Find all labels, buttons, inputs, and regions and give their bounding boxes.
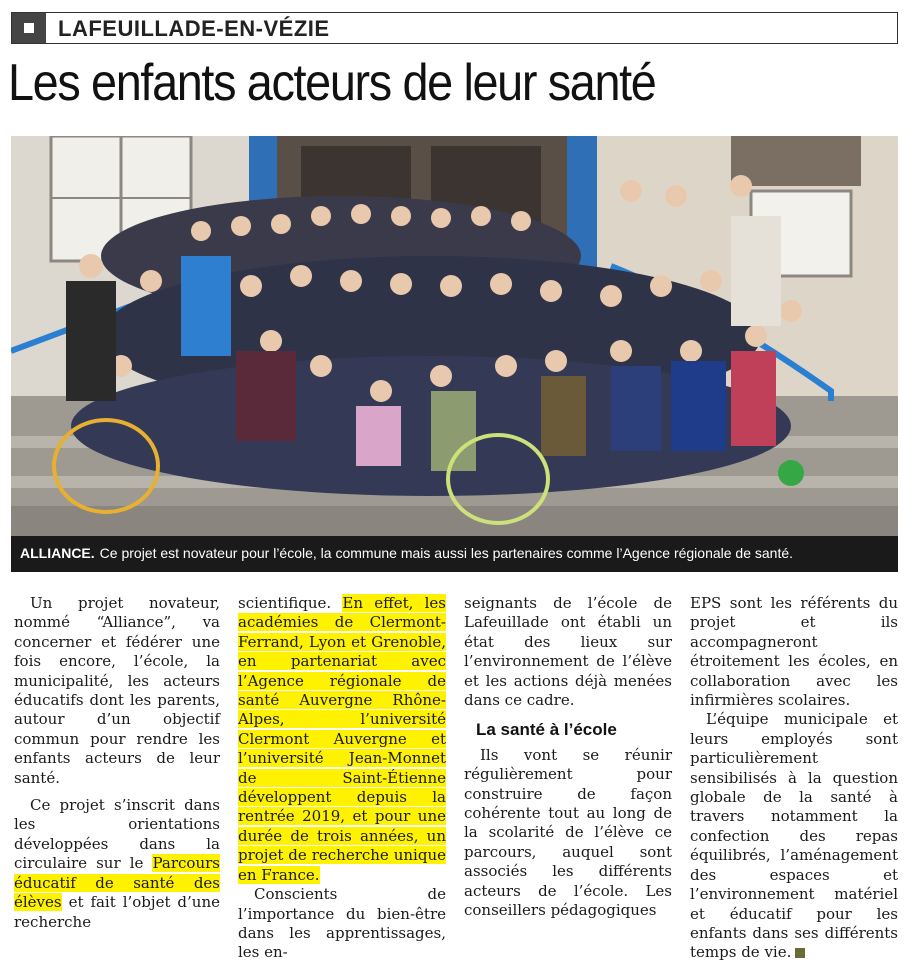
article-column-2 bbox=[238, 594, 446, 963]
col3-paragraph-2: Ils vont se réunir régulièrement pour construire de façon cohérente tout au long de la scolarité de l’élève ce parcours, auquel sont associés les différents acteurs de l’école. Les conseillers pédagogiques bbox=[464, 745, 672, 920]
col1-p2-highlight: Parcours éducatif de santé des élèves bbox=[14, 854, 220, 912]
caption-text: Ce projet est novateur pour l’école, la commune mais aussi les partenaires comme l’Agence régionale de santé. bbox=[99, 545, 794, 561]
col2-p1-start: scientifique. bbox=[238, 594, 332, 612]
group-photo bbox=[11, 136, 898, 536]
col1-p2-start: Ce projet s’inscrit dans les orientations développées dans la circulaire sur le bbox=[14, 796, 220, 873]
col1-paragraph-1: Un projet novateur, nommé “Alliance”, va concerner et fédérer une fois encore, l’école, la municipalité, les acteurs éducatifs dont les parents, autour d’un objectif commun pour rendre les enfants acteurs de leur santé. bbox=[14, 594, 220, 787]
article-column-3 bbox=[464, 594, 672, 921]
col4-paragraph-1: EPS sont les référents du projet et ils accompagneront étroitement les écoles, en collaboration avec les infirmières scolaires. bbox=[690, 594, 898, 710]
school-group-photo-illustration bbox=[11, 136, 898, 536]
kicker-text: LAFEUILLADE-EN-VÉZIE bbox=[58, 16, 330, 41]
col2-paragraph-1 bbox=[238, 594, 446, 885]
section-subheading: La santé à l’école bbox=[476, 720, 617, 740]
article-headline: Les enfants acteurs de leur santé bbox=[8, 54, 656, 112]
article-column-4 bbox=[690, 594, 898, 963]
photo-caption bbox=[11, 536, 898, 572]
col4-paragraph-2 bbox=[690, 710, 898, 962]
col4-p2-text: L’équipe municipale et leurs employés sont particulièrement sensibilisés à la question globale de la santé à travers notamment la confection des repas équilibrés, l’aménagement des espaces et l’environnement matériel et éducatif pour les enfants dans ses différents temps de vie. bbox=[690, 710, 898, 962]
col1-p2-end: et fait l’objet d’une recherche bbox=[14, 893, 220, 931]
section-kicker bbox=[11, 12, 898, 44]
caption-lead: ALLIANCE. bbox=[20, 545, 95, 561]
col3-paragraph-1: seignants de l’école de Lafeuillade ont établi un état des lieux sur l’environnement de l’élève et les actions déjà menées dans ce cadre. bbox=[464, 594, 672, 710]
col2-p1-highlight: En effet, les académies de Clermont-Ferrand, Lyon et Grenoble, en partenariat avec l’Agence régionale de santé Auvergne Rhône-Alpes, l’université Clermont Auvergne et l’université Jean-Monnet de Saint-Étienne développent depuis la rentrée 2019, et pour une durée de trois années, un projet de recherche unique en France. bbox=[238, 594, 446, 884]
end-of-article-square-icon bbox=[795, 948, 805, 958]
col2-paragraph-2: Conscients de l’importance du bien-être dans les apprentissages, les en- bbox=[238, 885, 446, 962]
article-column-1 bbox=[14, 594, 220, 932]
kicker-square-icon bbox=[12, 13, 46, 43]
col1-paragraph-2 bbox=[14, 796, 220, 932]
